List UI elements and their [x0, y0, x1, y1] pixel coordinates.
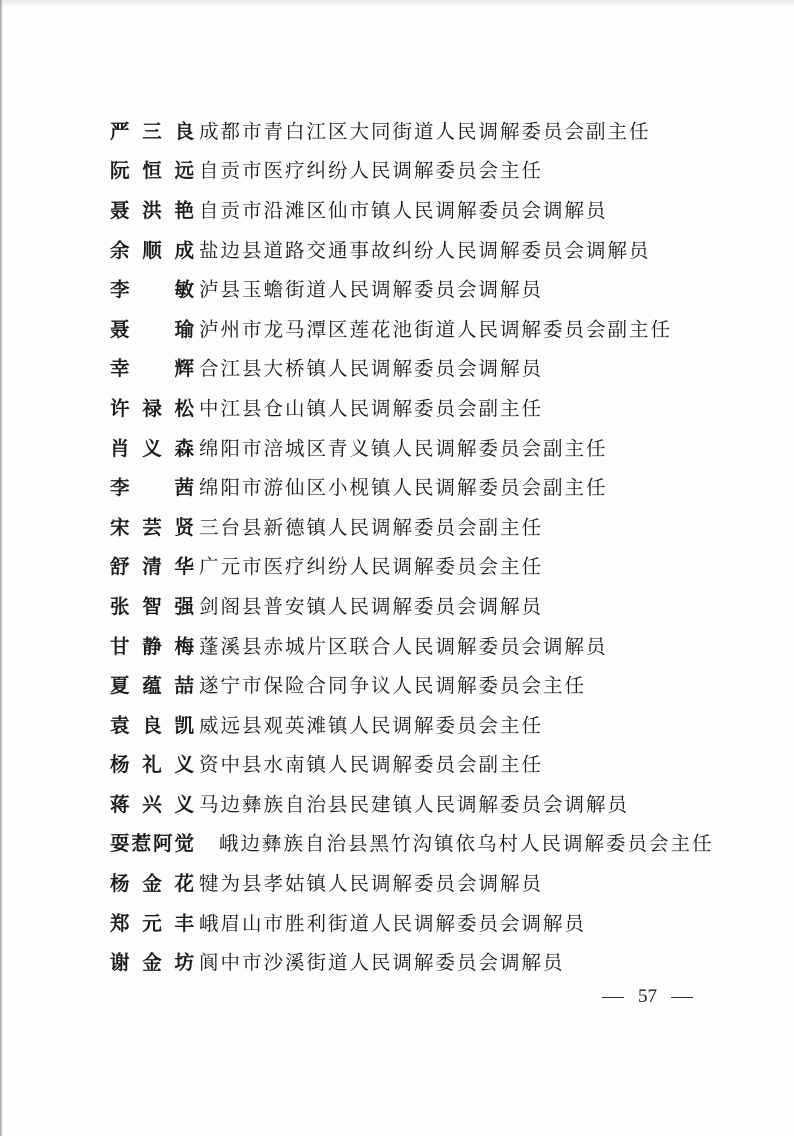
- person-name: 郑元丰: [110, 911, 196, 935]
- person-role: 盐边县道路交通事故纠纷人民调解委员会调解员: [199, 238, 651, 262]
- list-item: [110, 427, 750, 467]
- mediator-list: [110, 110, 750, 981]
- person-name: 宋芸贤: [110, 515, 196, 539]
- person-name: 蒋兴义: [110, 792, 196, 816]
- person-role: 合江县大桥镇人民调解委员会调解员: [199, 357, 544, 381]
- person-role: 马边彝族自治县民建镇人民调解委员会调解员: [199, 792, 630, 816]
- list-item: [110, 189, 750, 229]
- footer-dash-right: [671, 997, 693, 998]
- person-role: 剑阁县普安镇人民调解委员会调解员: [199, 594, 544, 618]
- scan-edge-left: [0, 0, 3, 1136]
- person-role: 峨边彝族自治县黑竹沟镇依乌村人民调解委员会主任: [219, 832, 714, 856]
- list-item: [110, 308, 750, 348]
- list-item: [110, 546, 750, 586]
- person-role: 阆中市沙溪街道人民调解委员会调解员: [199, 951, 565, 975]
- footer-dash-left: [602, 997, 624, 998]
- person-role: 峨眉山市胜利街道人民调解委员会调解员: [199, 911, 587, 935]
- list-item: [110, 625, 750, 665]
- person-name: 袁良凯: [110, 713, 196, 737]
- person-role: 威远县观英滩镇人民调解委员会主任: [199, 713, 544, 737]
- list-item: [110, 466, 750, 506]
- person-role: 蓬溪县赤城片区联合人民调解委员会调解员: [199, 634, 608, 658]
- person-role: 泸州市龙马潭区莲花池街道人民调解委员会副主任: [199, 317, 673, 341]
- person-name: 夏蕴喆: [110, 674, 196, 698]
- list-item: [110, 348, 750, 388]
- list-item: [110, 585, 750, 625]
- list-item: [110, 150, 750, 190]
- person-name: 聂洪艳: [110, 198, 196, 222]
- page-number: 57: [638, 986, 657, 1007]
- list-item: [110, 506, 750, 546]
- page-footer: [602, 986, 693, 1008]
- person-name: 李敏: [110, 278, 196, 302]
- person-name: 张智强: [110, 594, 196, 618]
- person-name: 阮恒远: [110, 159, 196, 183]
- person-name: 李茜: [110, 476, 196, 500]
- scan-edge-top: [0, 0, 794, 6]
- list-item: [110, 664, 750, 704]
- list-item: [110, 268, 750, 308]
- list-item: [110, 110, 750, 150]
- person-name: 耍惹阿觉: [110, 832, 197, 856]
- list-item: [110, 229, 750, 269]
- person-name: 肖义森: [110, 436, 196, 460]
- person-name: 余顺成: [110, 238, 196, 262]
- person-name: 杨礼义: [110, 753, 196, 777]
- person-role: 犍为县孝姑镇人民调解委员会调解员: [199, 872, 544, 896]
- person-role: 资中县水南镇人民调解委员会副主任: [199, 753, 544, 777]
- person-name: 谢金坊: [110, 951, 196, 975]
- person-role: 广元市医疗纠纷人民调解委员会主任: [199, 555, 544, 579]
- person-name: 聂瑜: [110, 317, 196, 341]
- person-name: 许禄松: [110, 396, 196, 420]
- person-role: 绵阳市游仙区小枧镇人民调解委员会副主任: [199, 476, 608, 500]
- list-item: [110, 783, 750, 823]
- person-role: 绵阳市涪城区青义镇人民调解委员会副主任: [199, 436, 608, 460]
- list-item: [110, 387, 750, 427]
- person-name: 严三良: [110, 119, 196, 143]
- person-role: 遂宁市保险合同争议人民调解委员会主任: [199, 674, 587, 698]
- list-item: [110, 902, 750, 942]
- list-item: [110, 941, 750, 981]
- person-role: 自贡市医疗纠纷人民调解委员会主任: [199, 159, 544, 183]
- person-name: 甘静梅: [110, 634, 196, 658]
- person-role: 成都市青白江区大同街道人民调解委员会副主任: [199, 119, 651, 143]
- person-name: 幸辉: [110, 357, 196, 381]
- list-item: [110, 862, 750, 902]
- person-role: 自贡市沿滩区仙市镇人民调解委员会调解员: [199, 198, 608, 222]
- person-name: 杨金花: [110, 872, 196, 896]
- person-role: 三台县新德镇人民调解委员会副主任: [199, 515, 544, 539]
- person-role: 泸县玉蟾街道人民调解委员会调解员: [199, 278, 544, 302]
- list-item: [110, 704, 750, 744]
- person-name: 舒清华: [110, 555, 196, 579]
- person-role: 中江县仓山镇人民调解委员会副主任: [199, 396, 544, 420]
- list-item: [110, 823, 750, 863]
- list-item: [110, 744, 750, 784]
